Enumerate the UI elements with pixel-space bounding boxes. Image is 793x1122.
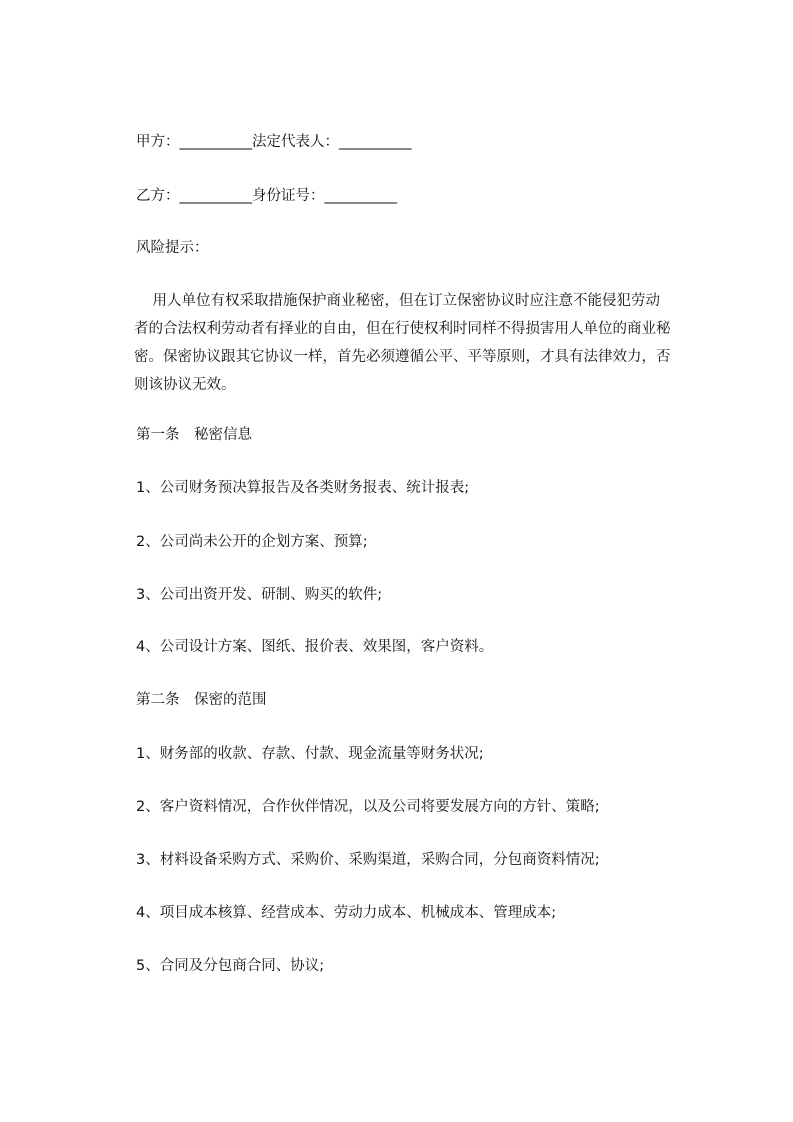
article-1-item: 3、公司出资开发、研制、购买的软件; xyxy=(136,587,383,603)
risk-line: 者的合法权利劳动者有择业的自由，但在行使权利时同样不得损害用人单位的商业秘 xyxy=(134,321,671,337)
risk-paragraph xyxy=(134,291,671,403)
article-2-item: 3、材料设备采购方式、采购价、采购渠道，采购合同，分包商资料情况; xyxy=(136,852,600,868)
party-b-line: 乙方：__________身份证号：__________ xyxy=(136,188,397,204)
risk-line: 则该协议无效。 xyxy=(134,377,236,393)
article-1-title: 第一条 秘密信息 xyxy=(136,427,252,443)
article-2-item: 5、合同及分包商合同、协议; xyxy=(136,958,325,974)
article-1-item: 1、公司财务预决算报告及各类财务报表、统计报表; xyxy=(136,480,470,496)
risk-line: 密。保密协议跟其它协议一样，首先必须遵循公平、平等原则，才具有法律效力，否 xyxy=(134,349,671,365)
article-2-item: 1、财务部的收款、存款、付款、现金流量等财务状况; xyxy=(136,746,484,762)
article-1-item: 2、公司尚未公开的企划方案、预算; xyxy=(136,534,368,550)
article-2-item: 4、项目成本核算、经营成本、劳动力成本、机械成本、管理成本; xyxy=(136,905,557,921)
risk-line: 用人单位有权采取措施保护商业秘密，但在订立保密协议时应注意不能侵犯劳动 xyxy=(138,293,660,309)
article-1-item: 4、公司设计方案、图纸、报价表、效果图，客户资料。 xyxy=(136,639,494,655)
risk-heading: 风险提示： xyxy=(136,240,209,256)
party-a-line: 甲方：__________法定代表人：__________ xyxy=(136,134,412,150)
article-2-item: 2、客户资料情况，合作伙伴情况，以及公司将要发展方向的方针、策略; xyxy=(136,799,600,815)
article-2-title: 第二条 保密的范围 xyxy=(136,692,267,708)
